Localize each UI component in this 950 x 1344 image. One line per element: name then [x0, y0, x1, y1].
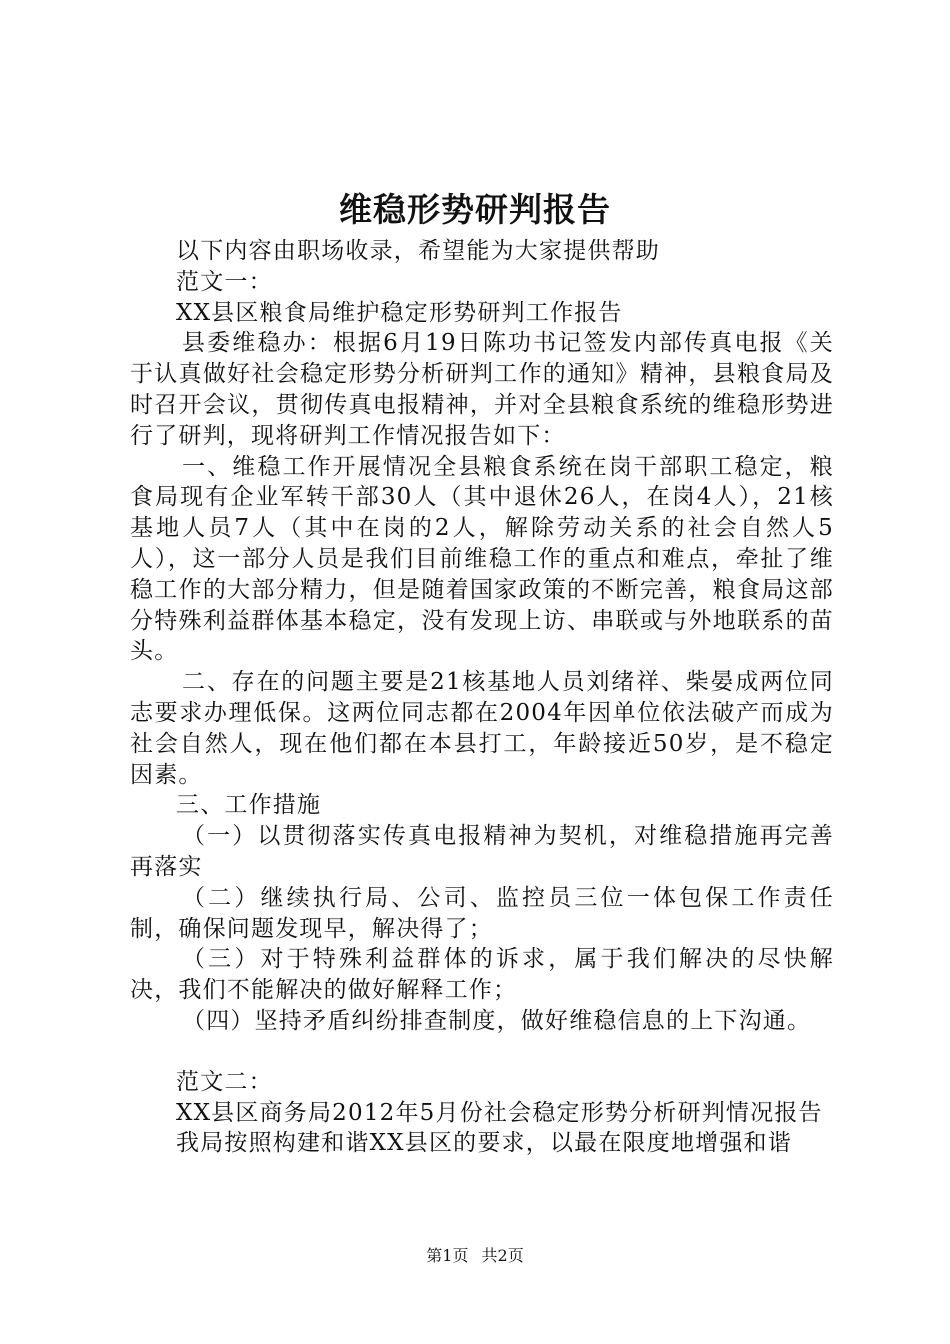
- document-title: 维稳形势研判报告: [339, 190, 611, 229]
- paragraph-spacer: [130, 1037, 834, 1067]
- sample-two-opening-paragraph: 我局按照构建和谐XX县区的要求，以最在限度地增强和谐: [176, 1130, 792, 1157]
- section-one-paragraph: 一、维稳工作开展情况全县粮食系统在岗干部职工稳定，粮食局现有企业军转干部30人（其中退休26人，在岗4人），21核基地人员7人（其中在岗的2人，解除劳动关系的社会自然人5人），这一部分人员是我们目前维稳工作的重点和难点，牵扯了维稳工作的大部分精力，但是随着国家政策的不断完善，粮食局这部分特殊利益群体基本稳定，没有发现上访、串联或与外地联系的苗头。: [130, 453, 834, 665]
- sample-one-title: XX县区粮食局维护稳定形势研判工作报告: [176, 299, 623, 326]
- sample-two-title: XX县区商务局2012年5月份社会稳定形势分析研判情况报告: [176, 1099, 823, 1126]
- measure-four-paragraph: （四）坚持矛盾纠纷排查制度，做好维稳信息的上下沟通。: [182, 1007, 812, 1034]
- report-opening-paragraph: 县委维稳办：根据6月19日陈功书记签发内部传真电报《关于认真做好社会稳定形势分析研判工作的通知》精神，县粮食局及时召开会议，贯彻传真电报精神，并对全县粮食系统的维稳形势进行了研判，现将研判工作情况报告如下：: [130, 330, 834, 449]
- measure-three-paragraph: （三）对于特殊利益群体的诉求，属于我们解决的尽快解决，我们不能解决的做好解释工作；: [130, 946, 834, 1004]
- document-body: [130, 236, 834, 1159]
- sample-two-heading: 范文二：: [176, 1068, 273, 1095]
- page-total: 共2页: [481, 1246, 524, 1265]
- measure-two-paragraph: （二）继续执行局、公司、监控员三位一体包保工作责任制，确保问题发现早，解决得了；: [130, 884, 834, 942]
- page-footer: [0, 1243, 950, 1266]
- section-two-paragraph: 二、存在的问题主要是21核基地人员刘绪祥、柴晏成两位同志要求办理低保。这两位同志都在2004年因单位依法破产而成为社会自然人，现在他们都在本县打工，年龄接近50岁，是不稳定因素。: [130, 669, 834, 788]
- sample-one-heading: 范文一：: [176, 268, 273, 295]
- intro-paragraph: 以下内容由职场收录，希望能为大家提供帮助: [176, 238, 660, 264]
- page-number: 第1页: [426, 1246, 469, 1265]
- measure-one-paragraph: （一）以贯彻落实传真电报精神为契机，对维稳措施再完善再落实: [130, 823, 834, 880]
- section-three-heading: 三、工作措施: [176, 792, 322, 819]
